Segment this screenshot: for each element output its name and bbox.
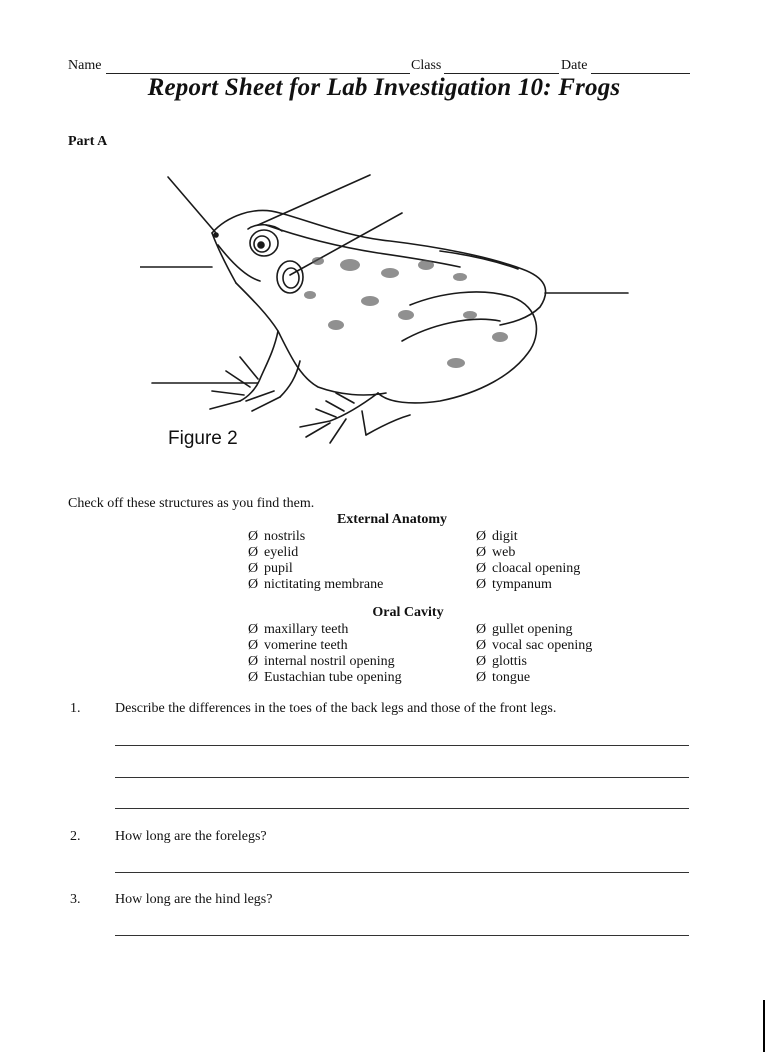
question-2-number: 2. xyxy=(70,829,81,844)
name-label: Name xyxy=(68,58,102,73)
answer-line[interactable] xyxy=(115,777,689,778)
question-1-number: 1. xyxy=(70,701,81,716)
checkbox-icon[interactable]: Ø xyxy=(248,545,259,560)
checklist-item[interactable]: Ø eyelid xyxy=(248,545,299,560)
leader-line-eye xyxy=(258,175,370,225)
part-label: Part A xyxy=(68,134,108,149)
frog-foreleg xyxy=(240,331,278,401)
checklist-item[interactable]: Ø tongue xyxy=(476,670,531,685)
instruction-text: Check off these structures as you find them. xyxy=(68,496,315,511)
checkbox-icon[interactable]: Ø xyxy=(248,561,259,576)
checkbox-icon[interactable]: Ø xyxy=(248,654,259,669)
answer-line[interactable] xyxy=(115,808,689,809)
leader-line-nostril xyxy=(168,177,216,233)
checkbox-icon[interactable]: Ø xyxy=(248,529,259,544)
frog-nostril xyxy=(214,233,218,237)
class-label: Class xyxy=(411,58,442,73)
checklist-item[interactable]: Ø cloacal opening xyxy=(476,561,581,576)
checklist-item[interactable]: Ø web xyxy=(476,545,516,560)
checkbox-icon[interactable]: Ø xyxy=(248,622,259,637)
checkbox-icon[interactable]: Ø xyxy=(476,638,487,653)
checklist-item[interactable]: Ø gullet opening xyxy=(476,622,573,637)
checklist-item[interactable]: Ø Eustachian tube opening xyxy=(248,670,402,685)
checklist-item[interactable]: Ø tympanum xyxy=(476,577,552,592)
page-title: Report Sheet for Lab Investigation 10: Frogs xyxy=(147,74,621,101)
oral-cavity-heading: Oral Cavity xyxy=(372,605,444,620)
checkbox-icon[interactable]: Ø xyxy=(476,529,487,544)
checklist-item[interactable]: Ø maxillary teeth xyxy=(248,622,349,637)
checkbox-icon[interactable]: Ø xyxy=(476,654,487,669)
checkbox-icon[interactable]: Ø xyxy=(248,638,259,653)
figure-caption: Figure 2 xyxy=(168,428,238,449)
answer-line[interactable] xyxy=(115,745,689,746)
frog-diagram xyxy=(140,165,640,465)
checklist-item[interactable]: Ø vomerine teeth xyxy=(248,638,348,653)
checklist-item[interactable]: Ø digit xyxy=(476,529,518,544)
checklist-item[interactable]: Ø nostrils xyxy=(248,529,306,544)
frog-body-outline xyxy=(212,210,546,325)
page-edge-mark xyxy=(763,1000,765,1052)
checkbox-icon[interactable]: Ø xyxy=(476,622,487,637)
answer-line[interactable] xyxy=(115,935,689,936)
checkbox-icon[interactable]: Ø xyxy=(476,545,487,560)
date-label: Date xyxy=(561,58,588,73)
answer-line[interactable] xyxy=(115,872,689,873)
checklist-item[interactable]: Ø glottis xyxy=(476,654,528,669)
checklist-item[interactable]: Ø pupil xyxy=(248,561,293,576)
checkbox-icon[interactable]: Ø xyxy=(248,577,259,592)
question-3-number: 3. xyxy=(70,892,81,907)
checkbox-icon[interactable]: Ø xyxy=(476,577,487,592)
question-1-text: Describe the differences in the toes of the back legs and those of the front legs. xyxy=(115,701,557,716)
checkbox-icon[interactable]: Ø xyxy=(248,670,259,685)
checklist-item[interactable]: Ø nictitating membrane xyxy=(248,577,384,592)
checklist-item[interactable]: Ø internal nostril opening xyxy=(248,654,395,669)
checkbox-icon[interactable]: Ø xyxy=(476,670,487,685)
frog-hind-thigh xyxy=(378,292,536,403)
question-2-text: How long are the forelegs? xyxy=(115,829,267,844)
checklist-item[interactable]: Ø vocal sac opening xyxy=(476,638,593,653)
external-anatomy-heading: External Anatomy xyxy=(336,512,448,527)
question-3-text: How long are the hind legs? xyxy=(115,892,273,907)
checkbox-icon[interactable]: Ø xyxy=(476,561,487,576)
